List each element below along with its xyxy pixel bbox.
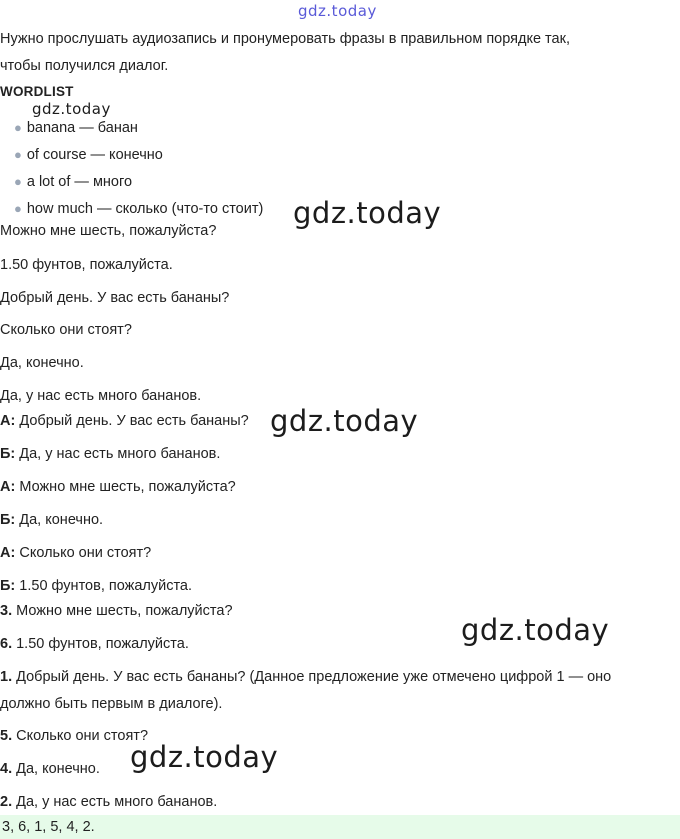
phrase: Можно мне шесть, пожалуйста? [0,223,217,239]
numbered-line: 1. Добрый день. У вас есть бананы? (Данное предложение уже отмечено цифрой 1 — оно [0,669,612,685]
bullet-icon: ● [14,201,22,216]
answer-box [0,815,680,839]
watermark-top: gdz.today [298,2,377,20]
wordlist-item: ● of course — конечно [14,147,163,163]
watermark-small: gdz.today [32,100,111,118]
numbered-line: 6. 1.50 фунтов, пожалуйста. [0,636,189,652]
wordlist-item: ● a lot of — много [14,174,133,190]
dialogue-line: Б: Да, конечно. [0,512,104,528]
bullet-icon: ● [14,174,22,189]
numbered-line: 2. Да, у нас есть много бананов. [0,794,218,810]
watermark-large: gdz.today [293,196,442,230]
wordlist-item: ● banana — банан [14,120,138,136]
bullet-icon: ● [14,147,22,162]
watermark-large: gdz.today [270,404,419,438]
wordlist-title: WORDLIST [0,84,74,99]
numbered-line: 5. Сколько они стоят? [0,728,149,744]
task-text: Нужно прослушать аудиозапись и пронумеровать фразы в правильном порядке так, [0,31,570,47]
numbered-line: 4. Да, конечно. [0,761,100,777]
dialogue-line: А: Можно мне шесть, пожалуйста? [0,479,236,495]
answer-text: 3, 6, 1, 5, 4, 2. [2,819,95,835]
phrase: Да, конечно. [0,355,84,371]
phrase: Да, у нас есть много бананов. [0,388,202,404]
watermark-large: gdz.today [461,613,610,647]
numbered-line-cont: должно быть первым в диалоге). [0,696,223,712]
dialogue-line: А: Сколько они стоят? [0,545,152,561]
bullet-icon: ● [14,120,22,135]
phrase: 1.50 фунтов, пожалуйста. [0,257,173,273]
dialogue-line: Б: Да, у нас есть много бананов. [0,446,221,462]
dialogue-line: Б: 1.50 фунтов, пожалуйста. [0,578,193,594]
phrase: Сколько они стоят? [0,322,132,338]
wordlist-item: ● how much — сколько (что-то стоит) [14,201,264,217]
phrase: Добрый день. У вас есть бананы? [0,290,230,306]
numbered-line: 3. Можно мне шесть, пожалуйста? [0,603,233,619]
task-text: чтобы получился диалог. [0,58,169,74]
dialogue-line: А: Добрый день. У вас есть бананы? [0,413,249,429]
watermark-large: gdz.today [130,740,279,774]
